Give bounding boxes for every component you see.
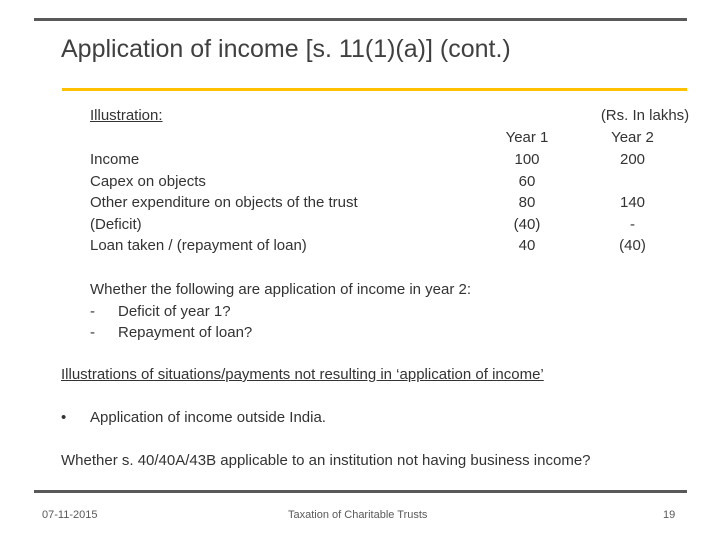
list-item [90,322,471,344]
table-cell-year1: (40) [513,215,541,233]
table-row-label: Capex on objects [90,172,206,190]
column-header-year2: Year 2 [611,129,654,146]
table-cell-year1: 40 [518,237,536,254]
list-item [61,409,326,426]
table-cell-year1: 100 [514,151,540,168]
table-labels [90,149,358,257]
bullet-marker: • [61,409,67,426]
table-row-label: Loan taken / (repayment of loan) [90,237,307,254]
table-cell-year2: 200 [619,151,646,168]
bullet-item-text: Application of income outside India. [90,409,326,426]
title-underline-accent [62,88,687,91]
list-item [90,301,471,323]
column-header-year1: Year 1 [505,129,549,146]
situations-heading: Illustrations of situations/payments not resulting in ‘application of income’ [61,366,544,383]
dash-marker: - [90,324,95,341]
table-row-label: (Deficit) [90,215,142,233]
footer-title: Taxation of Charitable Trusts [288,509,428,521]
table-cell-year2: - [630,215,635,233]
bottom-rule [34,490,687,493]
table-row-label: Income [90,151,140,168]
table-cell-year2: (40) [619,237,646,254]
question-item-text: Deficit of year 1? [118,302,231,320]
table-cell-year1: 80 [518,194,536,211]
table-cell-year2 [600,171,665,193]
table-row-label: Other expenditure on objects of the trust [90,194,358,211]
footer-page-number: 19 [663,509,676,521]
final-question: Whether s. 40/40A/43B applicable to an institution not having business income? [61,452,591,469]
dash-marker: - [90,302,95,320]
top-rule [34,18,687,21]
units-note: (Rs. In lakhs) [600,107,690,124]
question-block [90,279,471,344]
table-cell-year1: 60 [518,172,536,190]
illustration-heading: Illustration: [90,107,163,124]
year2-column [600,149,665,257]
footer-date: 07-11-2015 [42,509,98,521]
question-intro: Whether the following are application of income in year 2: [90,281,472,298]
table-cell-year2: 140 [619,194,646,211]
question-item-text: Repayment of loan? [118,324,253,341]
year1-column [497,149,557,257]
slide-title: Application of income [s. 11(1)(a)] (cont.) [61,35,511,63]
